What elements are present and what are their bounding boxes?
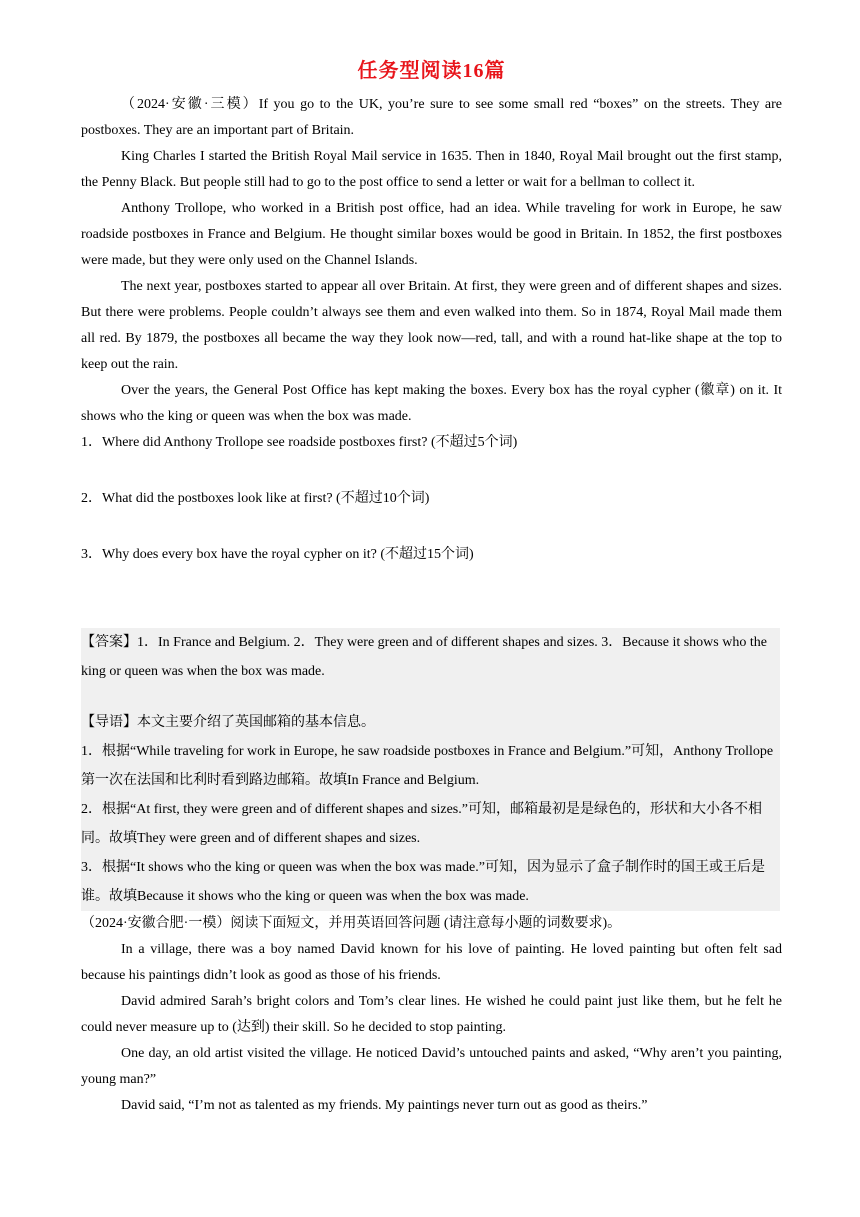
passage-2 bbox=[81, 911, 782, 1119]
passage-intro: （2024·安徽合肥·一模）阅读下面短文，并用英语回答问题 (请注意每小题的词数要求)。 bbox=[81, 916, 622, 931]
explanation-item: 1．根据“While traveling for work in Europe, he saw roadside postboxes in France and Belgium.”可知，Anthony Trollope第一次在法国和比利时看到路边邮箱。故填In France and Belgium. bbox=[81, 744, 774, 788]
passage-paragraph: One day, an old artist visited the village. He noticed David’s untouched paints and asked, “Why aren’t you painting, young man?” bbox=[81, 1046, 782, 1087]
passage-paragraph: （2024·安徽·三模）If you go to the UK, you’re sure to see some small red “boxes” on the streets. They are postboxes. They are an important part of Britain. bbox=[81, 97, 782, 138]
question-item: 2．What did the postboxes look like at first? (不超过10个词) bbox=[81, 491, 430, 506]
question-item: 1．Where did Anthony Trollope see roadside postboxes first? (不超过5个词) bbox=[81, 435, 518, 450]
answer-line: 【答案】1．In France and Belgium. 2．They were green and of different shapes and sizes. 3．Because it shows who the king or queen was when the box was made. bbox=[81, 635, 767, 679]
passage-paragraph: David admired Sarah’s bright colors and Tom’s clear lines. He wished he could paint just like them, but he felt he could never measure up to (达到) their skill. So he decided to stop painting. bbox=[81, 994, 782, 1035]
question-item: 3．Why does every box have the royal cypher on it? (不超过15个词) bbox=[81, 547, 474, 562]
document-title: 任务型阅读16篇 bbox=[357, 60, 506, 82]
passage-paragraph: The next year, postboxes started to appear all over Britain. At first, they were green and of different shapes and sizes. But there were problems. People couldn’t always see them and even walked into them. So in 1874, Royal Mail made them all red. By 1879, the postboxes all became the way they look now—red, tall, and with a round hat-like shape at the top to keep out the rain. bbox=[81, 279, 782, 372]
document-page bbox=[81, 54, 782, 1119]
explanation-item: 3．根据“It shows who the king or queen was when the box was made.”可知，因为显示了盒子制作时的国王或王后是谁。故填Because it shows who the king or queen was when the box was made. bbox=[81, 860, 765, 904]
answer-section bbox=[81, 628, 780, 911]
passage-paragraph: David said, “I’m not as talented as my friends. My paintings never turn out as good as theirs.” bbox=[121, 1098, 648, 1113]
guide-line: 【导语】本文主要介绍了英国邮箱的基本信息。 bbox=[81, 715, 375, 730]
passage-paragraph: King Charles I started the British Royal Mail service in 1635. Then in 1840, Royal Mail brought out the first stamp, the Penny Black. But people still had to go to the post office to send a letter or wait for a bellman to collect it. bbox=[81, 149, 782, 190]
passage-paragraph: In a village, there was a boy named David known for his love of painting. He loved painting but often felt sad because his paintings didn’t look as good as those of his friends. bbox=[81, 942, 782, 983]
passage-paragraph: Over the years, the General Post Office has kept making the boxes. Every box has the royal cypher (徽章) on it. It shows who the king or queen was when the box was made. bbox=[81, 383, 782, 424]
explanation-item: 2．根据“At first, they were green and of different shapes and sizes.”可知，邮箱最初是是绿色的，形状和大小各不相同。故填They were green and of different shapes and sizes. bbox=[81, 802, 762, 846]
passage-paragraph: Anthony Trollope, who worked in a British post office, had an idea. While traveling for work in Europe, he saw roadside postboxes in France and Belgium. He thought similar boxes would be good in Britain. In 1852, the first postboxes were made, but they were only used on the Channel Islands. bbox=[81, 201, 782, 268]
question-list bbox=[81, 430, 782, 568]
passage-1 bbox=[81, 92, 782, 430]
